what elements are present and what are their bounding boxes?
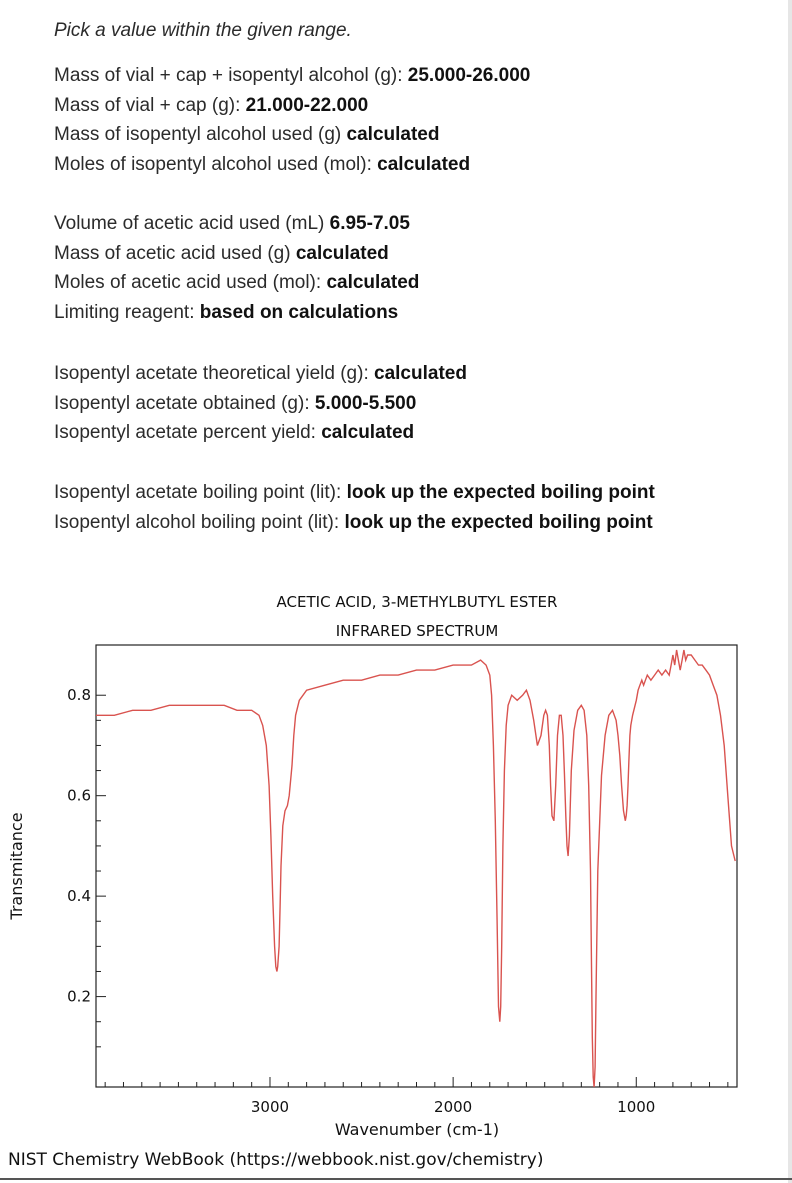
field-label: Isopentyl acetate obtained (g): xyxy=(54,392,315,414)
field-label: Moles of isopentyl alcohol used (mol): xyxy=(54,153,378,175)
instructions: Pick a value within the given range. xyxy=(54,20,352,41)
data-line xyxy=(54,511,653,535)
data-line xyxy=(54,94,368,118)
data-line xyxy=(54,123,439,147)
data-line xyxy=(54,271,419,295)
x-axis-label: Wavenumber (cm-1) xyxy=(334,1120,500,1139)
field-value: look up the expected boiling point xyxy=(344,511,653,533)
field-label: Isopentyl alcohol boiling point (lit): xyxy=(54,511,345,533)
field-value: calculated xyxy=(321,422,415,443)
source-credit: NIST Chemistry WebBook (https://webbook.nist.gov/chemistry) xyxy=(8,1150,544,1170)
data-line xyxy=(54,301,398,325)
y-axis-label: Transmitance xyxy=(7,812,26,920)
field-label: Isopentyl acetate percent yield: xyxy=(54,422,322,443)
field-value: 5.000-5.500 xyxy=(314,392,417,414)
field-label: Mass of vial + cap + isopentyl alcohol (g): xyxy=(54,65,408,86)
y-tick-label: 0.8 xyxy=(67,686,91,705)
field-label: Moles of acetic acid used (mol): xyxy=(54,272,327,293)
field-label: Isopentyl acetate theoretical yield (g): xyxy=(54,363,375,384)
data-line xyxy=(54,481,655,505)
field-value: based on calculations xyxy=(199,301,399,323)
field-label: Mass of vial + cap (g): xyxy=(54,94,246,116)
spectrum-line xyxy=(96,650,735,1087)
data-line xyxy=(54,421,414,445)
chart-title: ACETIC ACID, 3-METHYLBUTYL ESTER xyxy=(276,593,558,611)
data-line xyxy=(54,64,530,88)
field-value: 6.95-7.05 xyxy=(329,213,410,234)
chart-subtitle: INFRARED SPECTRUM xyxy=(335,622,499,640)
field-label: Mass of acetic acid used (g) xyxy=(54,242,296,264)
data-line xyxy=(54,212,410,236)
field-value: calculated xyxy=(377,153,471,175)
plot-frame xyxy=(96,645,737,1087)
data-line xyxy=(54,153,470,177)
field-label: Volume of acetic acid used (mL) xyxy=(54,213,330,234)
x-tick-label: 3000 xyxy=(250,1098,290,1116)
y-tick-label: 0.4 xyxy=(67,887,91,906)
field-value: look up the expected boiling point xyxy=(346,482,655,503)
data-line xyxy=(54,362,467,386)
data-line xyxy=(54,392,416,416)
x-tick-label: 1000 xyxy=(617,1098,656,1116)
field-value: calculated xyxy=(326,272,420,293)
field-value: 25.000-26.000 xyxy=(407,65,531,86)
bottom-divider xyxy=(0,1178,792,1180)
y-tick-label: 0.6 xyxy=(67,786,91,805)
field-value: calculated xyxy=(295,242,389,264)
y-tick-label: 0.2 xyxy=(67,987,91,1006)
data-line xyxy=(54,242,389,266)
field-value: calculated xyxy=(374,363,467,384)
field-label: Limiting reagent: xyxy=(54,301,200,323)
x-tick-label: 2000 xyxy=(434,1098,473,1116)
field-label: Mass of isopentyl alcohol used (g) xyxy=(54,124,347,145)
field-label: Isopentyl acetate boiling point (lit): xyxy=(54,482,347,503)
ir-spectrum-chart xyxy=(0,580,792,1140)
field-value: calculated xyxy=(346,124,440,145)
field-value: 21.000-22.000 xyxy=(245,94,369,116)
